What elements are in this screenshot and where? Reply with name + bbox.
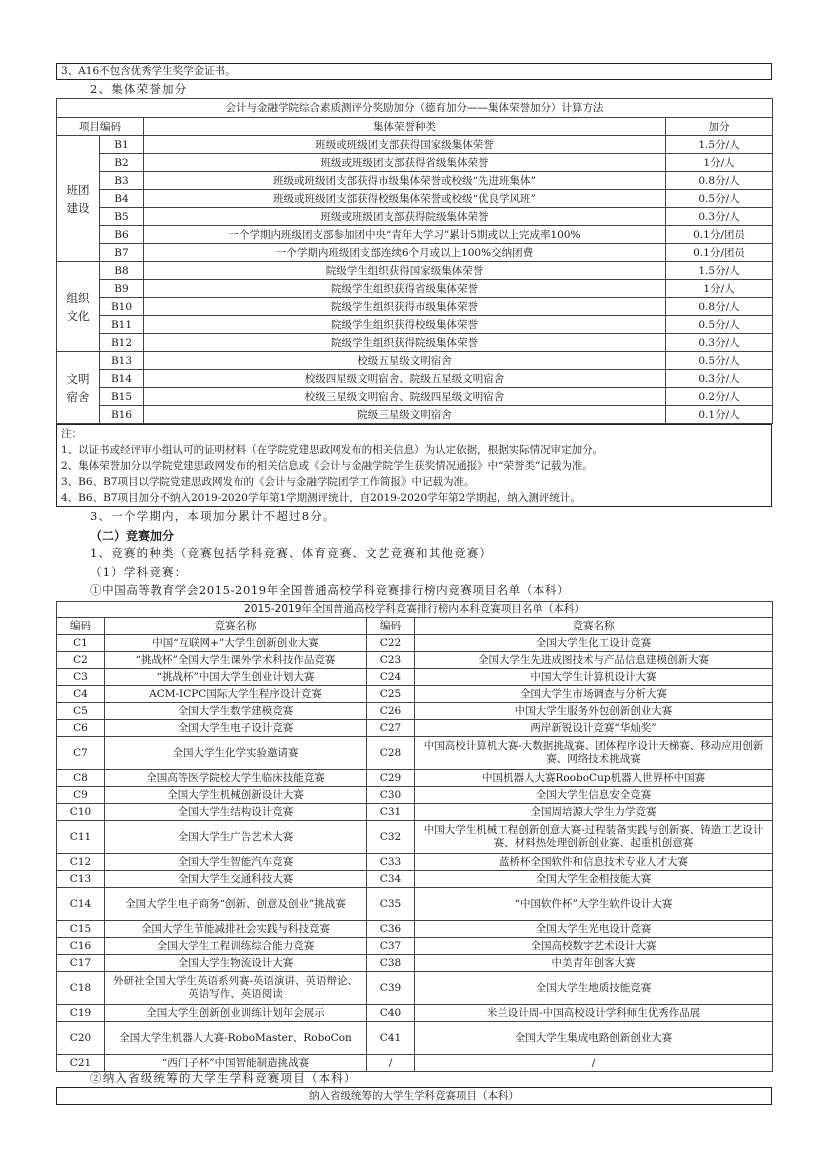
competition-name-left: 全国大学生电子商务“创新、创意及创业”挑战赛 [105,888,367,921]
table1-desc: 院级学生组织获得院级集体荣誉 [144,334,666,352]
table1-score: 0.3分/人 [666,334,773,352]
table1-code: B6 [100,226,144,244]
competition-name-left: 全国大学生智能汽车竞赛 [105,854,367,871]
table1-desc: 院级学生组织获得省级集体荣誉 [144,280,666,298]
table1-desc: 院级学生组织获得校级集体荣誉 [144,316,666,334]
competition-code-left: C15 [57,921,105,938]
competition-name-right: / [415,1055,773,1072]
competition-name-right: 全国周培源大学生力学竞赛 [415,804,773,821]
table1-desc: 班级或班级团支部获得市级集体荣誉或校级“先进班集体” [144,172,666,190]
table2-row [57,1005,773,1022]
table1-score: 0.1分/团员 [666,226,773,244]
competition-name-left: 中国“互联网+”大学生创新创业大赛 [105,635,367,652]
table2-header-name-left: 竞赛名称 [105,618,367,635]
competition-code-right: C35 [367,888,415,921]
table1-row [57,190,773,208]
competition-code-right: C32 [367,821,415,854]
competition-name-right: 全国大学生化工设计竞赛 [415,635,773,652]
table1-score: 0.5分/人 [666,190,773,208]
competition-code-right: C27 [367,720,415,737]
competition-code-left: C9 [57,787,105,804]
competition-code-left: C7 [57,737,105,770]
competition-name-right: 全国大学生地质技能竞赛 [415,972,773,1005]
table1-score: 0.3分/人 [666,370,773,388]
competition-name-right: 米兰设计周-中国高校设计学科师生优秀作品展 [415,1005,773,1022]
table1-code: B15 [100,388,144,406]
table1-code: B4 [100,190,144,208]
table1-desc: 校级三星级文明宿舍、院级四星级文明宿舍 [144,388,666,406]
competition-name-right: 全国大学生集成电路创新创业大赛 [415,1022,773,1055]
competition-name-left: 全国大学生数学建模竞赛 [105,703,367,720]
competition-code-left: C12 [57,854,105,871]
table2-header-name-right: 竞赛名称 [415,618,773,635]
section-title-collective-honor: 2、集体荣誉加分 [90,82,188,96]
table1-score: 0.5分/人 [666,316,773,334]
competition-code-left: C10 [57,804,105,821]
table1-row [57,280,773,298]
competition-code-left: C2 [57,652,105,669]
table1-row [57,172,773,190]
competition-code-left: C11 [57,821,105,854]
table2-row [57,770,773,787]
note-line: 2、集体荣誉加分以学院党建思政网发布的相关信息或《会计与金融学院学生获奖情况通报》中“荣誉类”记载为准。 [61,460,593,472]
competition-code-right: / [367,1055,415,1072]
table2-row [57,737,773,770]
competition-name-right: 两岸新锐设计竞赛“华灿奖” [415,720,773,737]
competition-name-left: 全国大学生交通科技大赛 [105,871,367,888]
table1-desc: 一个学期内班级团支部连续6个月或以上100%交纳团费 [144,244,666,262]
competition-code-right: C29 [367,770,415,787]
competition-code-left: C17 [57,955,105,972]
competition-code-right: C28 [367,737,415,770]
competition-name-right: 全国大学生市场调查与分析大赛 [415,686,773,703]
table1-desc: 校级五星级文明宿舍 [144,352,666,370]
competition-code-left: C16 [57,938,105,955]
competition-name-right: 中国大学生服务外包创新创业大赛 [415,703,773,720]
table1-code: B12 [100,334,144,352]
table1-code: B7 [100,244,144,262]
table1-desc: 班级或班级团支部获得校级集体荣誉或校级“优良学风班” [144,190,666,208]
competition-code-left: C21 [57,1055,105,1072]
table1-score: 1分/人 [666,280,773,298]
competition-code-right: C31 [367,804,415,821]
table2-row [57,871,773,888]
competition-code-left: C3 [57,669,105,686]
competition-code-right: C33 [367,854,415,871]
competition-name-left: ACM-ICPC国际大学生程序设计竞赛 [105,686,367,703]
competition-code-right: C37 [367,938,415,955]
competition-code-left: C19 [57,1005,105,1022]
top-note-box [56,63,772,80]
competition-name-right: “中国软件杯”大学生软件设计大赛 [415,888,773,921]
table1-desc: 院级三星级文明宿舍 [144,406,666,424]
table1-score: 0.5分/人 [666,352,773,370]
section-title-competition: （二）竞赛加分 [90,529,175,543]
table1-row [57,262,773,280]
table1-header-type: 集体荣誉种类 [144,118,666,136]
table1-score: 0.1分/人 [666,406,773,424]
table1-code: B3 [100,172,144,190]
competition-name-left: 全国大学生电子设计竞赛 [105,720,367,737]
note-line: 1、以证书或经评审小组认可的证明材料（在学院党建思政网发布的相关信息）为认定依据，根据实际情况审定加分。 [61,444,604,456]
competition-name-left: 全国大学生物流设计大赛 [105,955,367,972]
table1-desc: 班级或班级团支部获得院级集体荣誉 [144,208,666,226]
competition-code-right: C36 [367,921,415,938]
para-limit: 3、一个学期内，本项加分累计不超过8分。 [90,509,336,523]
competition-code-right: C23 [367,652,415,669]
table1-row [57,298,773,316]
competition-code-right: C30 [367,787,415,804]
table2-row [57,1055,773,1072]
competition-name-right: 全国大学生先进成图技术与产品信息建模创新大赛 [415,652,773,669]
table2-row [57,703,773,720]
competition-code-right: C41 [367,1022,415,1055]
para-list-1: ①中国高等教育学会2015-2019年全国普通高校学科竞赛排行榜内竞赛项目名单（本科） [90,583,570,597]
competition-name-right: 全国大学生金相技能大赛 [415,871,773,888]
table1-code: B8 [100,262,144,280]
table1-group-name: 班团建设 [57,136,100,262]
table1-code: B1 [100,136,144,154]
table2-row [57,787,773,804]
provincial-competition-table-title [56,1087,772,1105]
table1-code: B10 [100,298,144,316]
table1-title: 会计与金融学院综合素质测评分奖励加分（德育加分——集体荣誉加分）计算方法 [57,99,773,118]
table1-desc: 院级学生组织获得国家级集体荣誉 [144,262,666,280]
competition-code-right: C39 [367,972,415,1005]
competition-name-right: 中国机器人大赛RooboCup机器人世界杯中国赛 [415,770,773,787]
table1-score: 0.8分/人 [666,298,773,316]
competition-name-right: 中美青年创客大赛 [415,955,773,972]
table1-row [57,406,773,424]
competition-code-right: C34 [367,871,415,888]
table3-title: 纳入省级统筹的大学生学科竞赛项目（本科） [309,1090,519,1102]
table1-desc: 班级或班级团支部获得国家级集体荣誉 [144,136,666,154]
competition-name-left: 全国大学生化学实验邀请赛 [105,737,367,770]
competition-code-left: C14 [57,888,105,921]
table1-desc: 一个学期内班级团支部参加团中央“青年大学习”累计5期或以上完成率100% [144,226,666,244]
note-line: 4、B6、B7项目加分不纳入2019-2020学年第1学期测评统计，自2019-2020学年第2学期起，纳入测评统计。 [61,492,581,504]
table1-header-code: 项目编码 [57,118,144,136]
table1-row [57,136,773,154]
competition-code-left: C1 [57,635,105,652]
table2-row [57,1022,773,1055]
table1-code: B5 [100,208,144,226]
table2-title: 2015-2019年全国普通高校学科竞赛排行榜内本科竞赛项目名单（本科） [57,602,773,618]
competition-name-right: 全国大学生光电设计竞赛 [415,921,773,938]
competition-name-left: 全国大学生节能减排社会实践与科技竞赛 [105,921,367,938]
table2-row [57,720,773,737]
competition-name-right: 中国大学生机械工程创新创意大赛-过程装备实践与创新赛、铸造工艺设计赛、材料热处理创新创业赛、起重机创意赛 [415,821,773,854]
competition-code-left: C5 [57,703,105,720]
table1-code: B14 [100,370,144,388]
table2-row [57,938,773,955]
competition-name-right: 蓝桥杯全国软件和信息技术专业人才大赛 [415,854,773,871]
table2-row [57,972,773,1005]
note-line: 注： [61,428,82,440]
competition-name-left: “挑战杯”全国大学生课外学术科技作品竞赛 [105,652,367,669]
competition-code-right: C24 [367,669,415,686]
table1-row [57,244,773,262]
table1-row [57,370,773,388]
competition-list-table [56,601,773,1072]
table2-header-code-left: 编码 [57,618,105,635]
competition-name-left: 全国大学生创新创业训练计划年会展示 [105,1005,367,1022]
table1-row [57,388,773,406]
competition-code-right: C40 [367,1005,415,1022]
competition-code-right: C26 [367,703,415,720]
competition-code-left: C8 [57,770,105,787]
competition-name-left: 外研社全国大学生英语系列赛-英语演讲、英语辩论、英语写作、英语阅读 [105,972,367,1005]
table1-score: 1.5分/人 [666,262,773,280]
competition-code-left: C4 [57,686,105,703]
table2-row [57,686,773,703]
table1-code: B9 [100,280,144,298]
para-competition-types: 1、竞赛的种类（竞赛包括学科竞赛、体育竞赛、文艺竞赛和其他竞赛） [90,546,493,560]
competition-code-right: C22 [367,635,415,652]
table1-code: B13 [100,352,144,370]
table1-group-name: 组织文化 [57,262,100,352]
table1-score: 0.3分/人 [666,208,773,226]
table1-score: 0.1分/团员 [666,244,773,262]
table1-header-score: 加分 [666,118,773,136]
table1-row [57,154,773,172]
table1-desc: 校级四星级文明宿舍、院级五星级文明宿舍 [144,370,666,388]
table1-row [57,208,773,226]
table1-code: B2 [100,154,144,172]
table1-score: 0.2分/人 [666,388,773,406]
table2-row [57,821,773,854]
para-list-2: ②纳入省级统筹的大学生学科竞赛项目（本科） [90,1071,357,1085]
competition-name-left: 全国高等医学院校大学生临床技能竞赛 [105,770,367,787]
top-note-text: 3、A16不包含优秀学生奖学金证书。 [61,65,236,77]
table2-row [57,854,773,871]
collective-honor-table [56,98,773,424]
table2-row [57,635,773,652]
para-subject-competition: （1）学科竞赛： [90,565,188,579]
competition-code-left: C13 [57,871,105,888]
competition-name-left: 全国大学生工程训练综合能力竞赛 [105,938,367,955]
competition-name-left: “挑战杯”中国大学生创业计划大赛 [105,669,367,686]
competition-name-left: 全国大学生结构设计竞赛 [105,804,367,821]
competition-name-left: 全国大学生机械创新设计大赛 [105,787,367,804]
table1-desc: 班级或班级团支部获得省级集体荣誉 [144,154,666,172]
competition-name-right: 中国大学生计算机设计大赛 [415,669,773,686]
competition-code-right: C25 [367,686,415,703]
table1-notes [56,424,772,507]
table1-group-name: 文明宿舍 [57,352,100,424]
competition-name-left: “西门子杯”中国智能制造挑战赛 [105,1055,367,1072]
competition-code-left: C6 [57,720,105,737]
competition-name-left: 全国大学生机器人大赛-RoboMaster、RoboCon [105,1022,367,1055]
table1-score: 0.8分/人 [666,172,773,190]
table1-row [57,226,773,244]
competition-code-left: C20 [57,1022,105,1055]
table1-row [57,334,773,352]
table2-row [57,652,773,669]
table2-row [57,669,773,686]
table2-row [57,888,773,921]
table2-row [57,921,773,938]
table1-row [57,352,773,370]
table2-row [57,804,773,821]
table1-code: B16 [100,406,144,424]
competition-name-right: 中国高校计算机大赛-大数据挑战赛、团体程序设计天梯赛、移动应用创新赛、网络技术挑战赛 [415,737,773,770]
table1-score: 1分/人 [666,154,773,172]
competition-code-right: C38 [367,955,415,972]
competition-name-right: 全国高校数字艺术设计大赛 [415,938,773,955]
note-line: 3、B6、B7项目以学院党建思政网发布的《会计与金融学院团学工作简报》中记载为准。 [61,476,475,488]
table1-score: 1.5分/人 [666,136,773,154]
table1-row [57,316,773,334]
competition-code-left: C18 [57,972,105,1005]
competition-name-right: 全国大学生信息安全竞赛 [415,787,773,804]
competition-name-left: 全国大学生广告艺术大赛 [105,821,367,854]
table2-row [57,955,773,972]
table2-header-code-right: 编码 [367,618,415,635]
table1-desc: 院级学生组织获得市级集体荣誉 [144,298,666,316]
table1-code: B11 [100,316,144,334]
